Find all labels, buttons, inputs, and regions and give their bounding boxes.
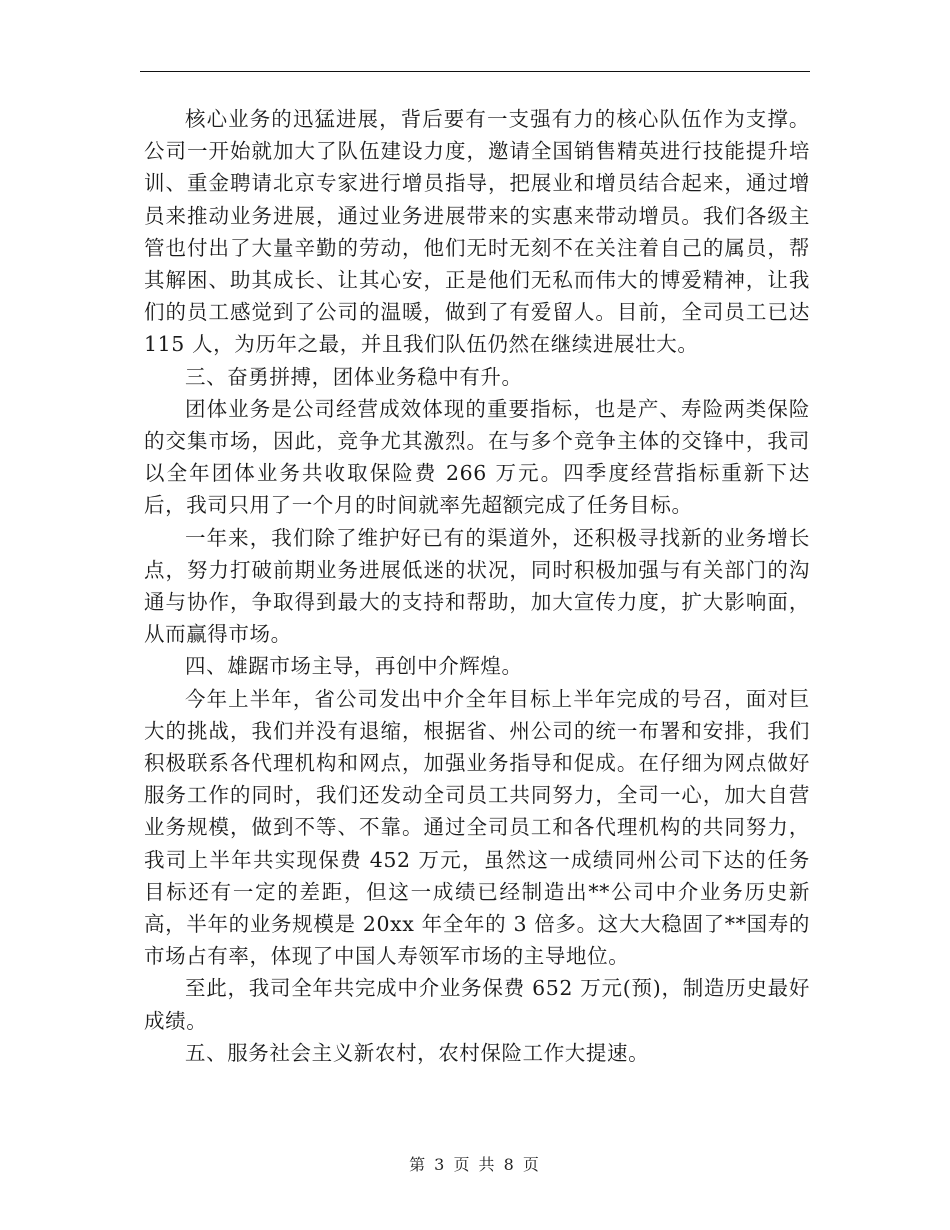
- paragraph-team-building: 核心业务的迅猛进展，背后要有一支强有力的核心队伍作为支撑。公司一开始就加大了队伍建设力度，邀请全国销售精英进行技能提升培训、重金聘请北京专家进行增员指导，把展业和增员结合起来，通过增员来推动业务进展，通过业务进展带来的实惠来带动增员。我们各级主管也付出了大量辛勤的劳动，他们无时无刻不在关注着自己的属员，帮其解困、助其成长、让其心安，正是他们无私而伟大的博爱精神，让我们的员工感觉到了公司的温暖，做到了有爱留人。目前，全司员工已达 115 人，为历年之最，并且我们队伍仍然在继续进展壮大。: [144, 107, 810, 357]
- paragraph-channel-growth: 一年来，我们除了维护好已有的渠道外，还积极寻找新的业务增长点，努力打破前期业务进展低迷的状况，同时积极加强与有关部门的沟通与协作，争取得到最大的支持和帮助，加大宣传力度，扩大影响面，从而赢得市场。: [144, 525, 810, 647]
- heading-rural-insurance: 五、服务社会主义新农村，农村保险工作大提速。: [185, 1040, 650, 1065]
- heading-group-business: 三、奋勇拼搏，团体业务稳中有升。: [185, 364, 523, 389]
- document-body: [144, 103, 810, 1069]
- paragraph-annual-total: 至此，我司全年共完成中介业务保费 652 万元(预)，制造历史最好成绩。: [144, 976, 810, 1033]
- paragraph-group-business: 团体业务是公司经营成效体现的重要指标，也是产、寿险两类保险的交集市场，因此，竞争尤其激烈。在与多个竞争主体的交锋中，我司以全年团体业务共收取保险费 266 万元。四季度经营指标重新下达后，我司只用了一个月的时间就率先超额完成了任务目标。: [144, 396, 810, 518]
- paragraph-intermediary-results: 今年上半年，省公司发出中介全年目标上半年完成的号召，面对巨大的挑战，我们并没有退缩，根据省、州公司的统一布署和安排，我们积极联系各代理机构和网点，加强业务指导和促成。在仔细为网点做好服务工作的同时，我们还发动全司员工共同努力，全司一心，加大自营业务规模，做到不等、不靠。通过全司员工和各代理机构的共同努力，我司上半年共实现保费 452 万元，虽然这一成绩同州公司下达的任务目标还有一定的差距，但这一成绩已经制造出**公司中介业务历史新高，半年的业务规模是 20xx 年全年的 3 倍多。这大大稳固了**国寿的市场占有率，体现了中国人寿领军市场的主导地位。: [144, 686, 810, 969]
- header-rule: [140, 71, 810, 72]
- heading-intermediary-market: 四、雄踞市场主导，再创中介辉煌。: [185, 654, 523, 679]
- page-number: 第 3 页 共 8 页: [409, 1155, 541, 1174]
